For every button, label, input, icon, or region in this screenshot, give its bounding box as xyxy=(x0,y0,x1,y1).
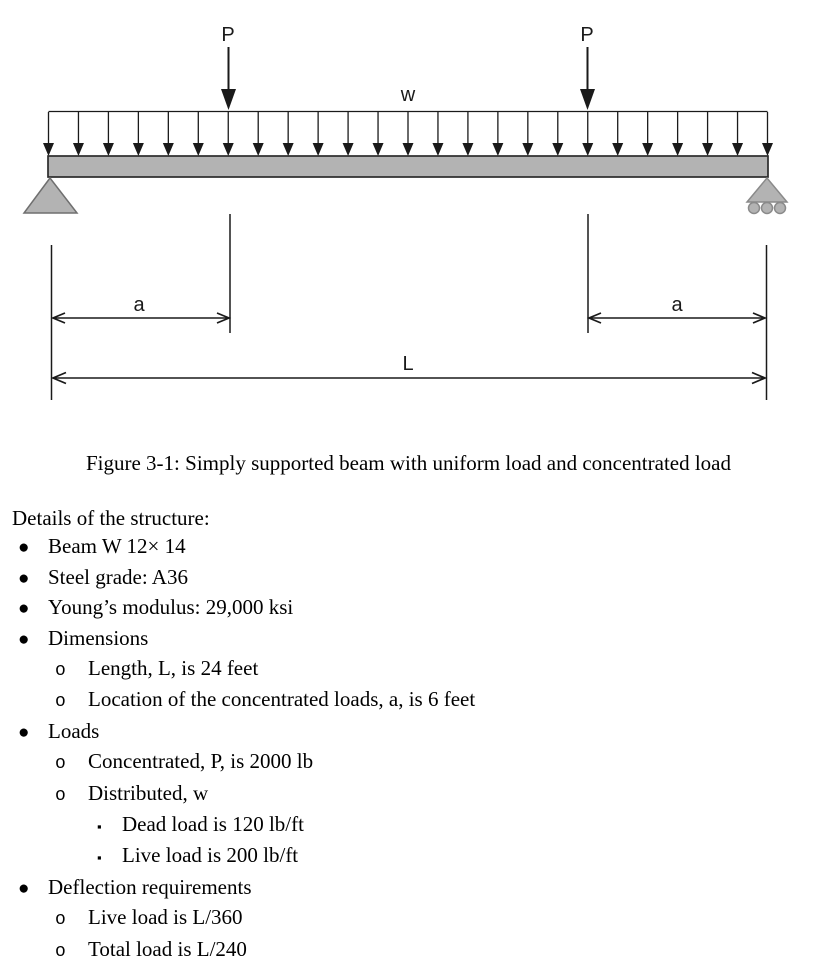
list-item xyxy=(12,563,802,593)
list-item xyxy=(12,903,802,934)
beam-diagram-svg xyxy=(0,0,817,435)
distributed-load-arrowhead xyxy=(612,143,623,156)
distributed-load-arrowhead xyxy=(462,143,473,156)
list-item xyxy=(12,810,802,841)
distributed-load-arrowhead xyxy=(762,143,773,156)
pinned-support-icon xyxy=(24,178,77,213)
list-item-text: Deflection requirements xyxy=(48,874,252,899)
dimension-a-left xyxy=(53,294,229,323)
distributed-load-arrowhead xyxy=(642,143,653,156)
distributed-load-arrowhead xyxy=(432,143,443,156)
list-item-text: Beam W 12× 14 xyxy=(48,534,186,559)
list-item-text: Concentrated, P, is 2000 lb xyxy=(88,749,314,774)
distributed-load-arrowhead xyxy=(163,143,174,156)
beam xyxy=(48,156,768,177)
list-item xyxy=(12,532,802,562)
distributed-load-arrowhead xyxy=(283,143,294,156)
list-item xyxy=(12,654,802,685)
distributed-load-arrowhead xyxy=(43,143,54,156)
list-item-text: Total load is L/240 xyxy=(88,936,247,961)
distributed-load-arrowhead xyxy=(522,143,533,156)
list-item-text: Dimensions xyxy=(48,625,149,650)
distributed-load-arrowhead xyxy=(732,143,743,156)
distributed-load-arrowhead xyxy=(193,143,204,156)
bullet-marker: ● xyxy=(18,721,30,743)
point-load-right-label: P xyxy=(580,24,594,46)
distributed-load-arrowhead xyxy=(313,143,324,156)
point-load-left-arrow xyxy=(221,47,236,110)
bullet-marker: ● xyxy=(18,877,30,899)
bullet-marker: o xyxy=(55,910,66,931)
bullet-marker: o xyxy=(55,754,66,775)
dimension-a-right xyxy=(589,294,765,323)
bullet-marker: ● xyxy=(18,567,30,589)
list-item-text: Steel grade: A36 xyxy=(48,564,188,589)
figure-caption: Figure 3-1: Simply supported beam with uniform load and concentrated load xyxy=(85,451,732,475)
distributed-load-arrowhead xyxy=(373,143,384,156)
list-item-text: Young’s modulus: 29,000 ksi xyxy=(48,595,294,620)
distributed-load-arrowhead xyxy=(492,143,503,156)
distributed-load-arrowhead xyxy=(133,143,144,156)
point-load-left-label: P xyxy=(221,24,235,46)
bullet-marker: ● xyxy=(18,598,30,620)
distributed-load-arrowhead xyxy=(552,143,563,156)
dimension-a-right-label: a xyxy=(671,294,683,316)
list-item xyxy=(12,747,802,778)
bullet-marker: ▪ xyxy=(97,819,102,835)
list-item xyxy=(12,624,802,654)
list-item-text: Distributed, w xyxy=(88,780,209,805)
point-load-right-arrow xyxy=(580,47,595,110)
bullet-marker: o xyxy=(55,785,66,806)
bullet-marker: o xyxy=(55,692,66,713)
distributed-load-arrowhead xyxy=(582,143,593,156)
dimension-a-left-label: a xyxy=(133,294,145,316)
distributed-load-arrowhead xyxy=(253,143,264,156)
details-section xyxy=(12,504,802,966)
list-item xyxy=(12,593,802,623)
bullet-marker: ● xyxy=(18,628,30,650)
list-item xyxy=(12,779,802,810)
bullet-marker: ● xyxy=(18,537,30,559)
list-item-text: Location of the concentrated loads, a, is 6 feet xyxy=(88,687,476,712)
list-item-text: Live load is L/360 xyxy=(88,905,243,930)
list-item-text: Loads xyxy=(48,718,100,743)
list-item xyxy=(12,685,802,716)
bullet-marker: o xyxy=(55,661,66,682)
distributed-load-label: w xyxy=(400,84,416,106)
distributed-load-arrows xyxy=(43,112,773,156)
distributed-load-arrowhead xyxy=(103,143,114,156)
list-item xyxy=(12,841,802,872)
distributed-load-arrowhead xyxy=(672,143,683,156)
beam-diagram xyxy=(0,0,817,435)
list-item xyxy=(12,873,802,903)
distributed-load-arrowhead xyxy=(403,143,414,156)
list-item xyxy=(12,717,802,747)
bullet-marker: ▪ xyxy=(97,850,102,866)
list-item-text: Dead load is 120 lb/ft xyxy=(122,812,304,837)
list-item-text: Length, L, is 24 feet xyxy=(88,656,259,681)
roller-support-icon xyxy=(747,178,787,214)
distributed-load-arrowhead xyxy=(73,143,84,156)
dimension-length-label: L xyxy=(402,353,414,375)
bullet-marker: o xyxy=(55,941,66,962)
details-heading: Details of the structure: xyxy=(12,506,210,530)
list-item xyxy=(12,935,802,966)
list-item-text: Live load is 200 lb/ft xyxy=(122,843,299,868)
distributed-load-arrowhead xyxy=(223,143,234,156)
distributed-load-arrowhead xyxy=(702,143,713,156)
distributed-load-arrowhead xyxy=(343,143,354,156)
dimension-length xyxy=(53,353,765,384)
